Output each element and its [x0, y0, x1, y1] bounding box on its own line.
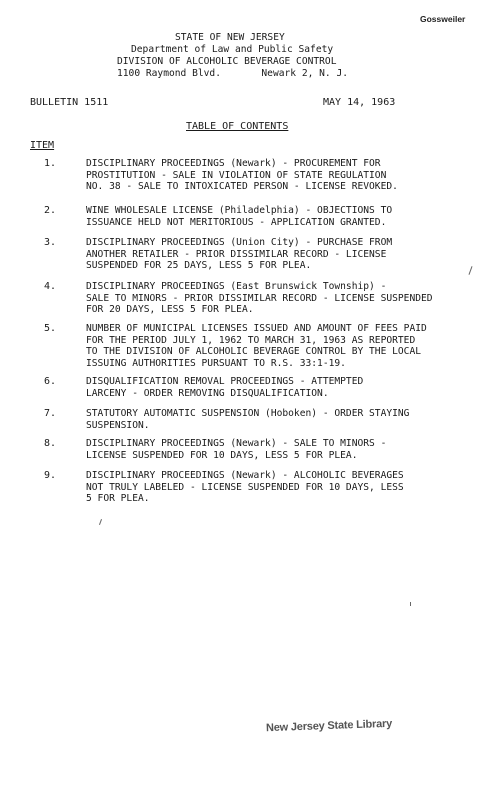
entry-number: 2. — [44, 205, 57, 216]
scan-speck — [99, 519, 102, 525]
header-division: DIVISION OF ALCOHOLIC BEVERAGE CONTROL — [117, 56, 337, 67]
entry-text: DISQUALIFICATION REMOVAL PROCEEDINGS - ATTEMPTED LARCENY - ORDER REMOVING DISQUALIFICATION. — [86, 376, 364, 399]
entry-number: 9. — [44, 470, 57, 481]
entry-text: DISCIPLINARY PROCEEDINGS (Newark) - SALE TO MINORS - LICENSE SUSPENDED FOR 10 DAYS, LESS 5 FOR PLEA. — [86, 438, 387, 461]
entry-number: 8. — [44, 438, 57, 449]
entry-text: STATUTORY AUTOMATIC SUSPENSION (Hoboken) - ORDER STAYING SUSPENSION. — [86, 408, 410, 431]
toc-title: TABLE OF CONTENTS — [186, 121, 289, 132]
entry-number: 4. — [44, 281, 57, 292]
entry-number: 1. — [44, 158, 57, 169]
handwritten-annotation: Gossweiler — [420, 14, 466, 24]
item-column-heading: ITEM — [30, 140, 55, 151]
entry-text: DISCIPLINARY PROCEEDINGS (Newark) - ALCOHOLIC BEVERAGES NOT TRULY LABELED - LICENSE SUSPENDED FOR 10 DAYS, LESS 5 FOR PLEA. — [86, 470, 404, 504]
header-department: Department of Law and Public Safety — [131, 44, 334, 55]
scan-speck — [410, 602, 411, 606]
entry-number: 6. — [44, 376, 57, 387]
header-address: 1100 Raymond Blvd. Newark 2, N. J. — [117, 68, 349, 79]
bulletin-number: BULLETIN 1511 — [30, 97, 109, 108]
entry-text: WINE WHOLESALE LICENSE (Philadelphia) - OBJECTIONS TO ISSUANCE HELD NOT MERITORIOUS - APPLICATION GRANTED. — [86, 205, 393, 228]
library-stamp: New Jersey State Library — [265, 717, 393, 735]
header-state: STATE OF NEW JERSEY — [175, 32, 285, 43]
bulletin-date: MAY 14, 1963 — [323, 97, 396, 108]
entry-number: 3. — [44, 237, 57, 248]
entry-text: DISCIPLINARY PROCEEDINGS (Newark) - PROCUREMENT FOR PROSTITUTION - SALE IN VIOLATION OF STATE REGULATION NO. 38 - SALE TO INTOXICATED PERSON - LICENSE REVOKED. — [86, 158, 398, 192]
entry-text: DISCIPLINARY PROCEEDINGS (Union City) - PURCHASE FROM ANOTHER RETAILER - PRIOR DISSIMILAR RECORD - LICENSE SUSPENDED FOR 25 DAYS, LESS 5 FOR PLEA. — [86, 237, 393, 271]
entry-text: NUMBER OF MUNICIPAL LICENSES ISSUED AND AMOUNT OF FEES PAID FOR THE PERIOD JULY 1, 1962 TO MARCH 31, 1963 AS REPORTED TO THE DIVISION OF ALCOHOLIC BEVERAGE CONTROL BY THE LOCAL ISSUING AUTHORITIES PURSUANT TO R.S. 33:1-19. — [86, 323, 427, 369]
entry-number: 5. — [44, 323, 57, 334]
entry-number: 7. — [44, 408, 57, 419]
entry-text: DISCIPLINARY PROCEEDINGS (East Brunswick Township) - SALE TO MINORS - PRIOR DISSIMILAR RECORD - LICENSE SUSPENDED FOR 20 DAYS, LESS 5 FOR PLEA. — [86, 281, 433, 315]
